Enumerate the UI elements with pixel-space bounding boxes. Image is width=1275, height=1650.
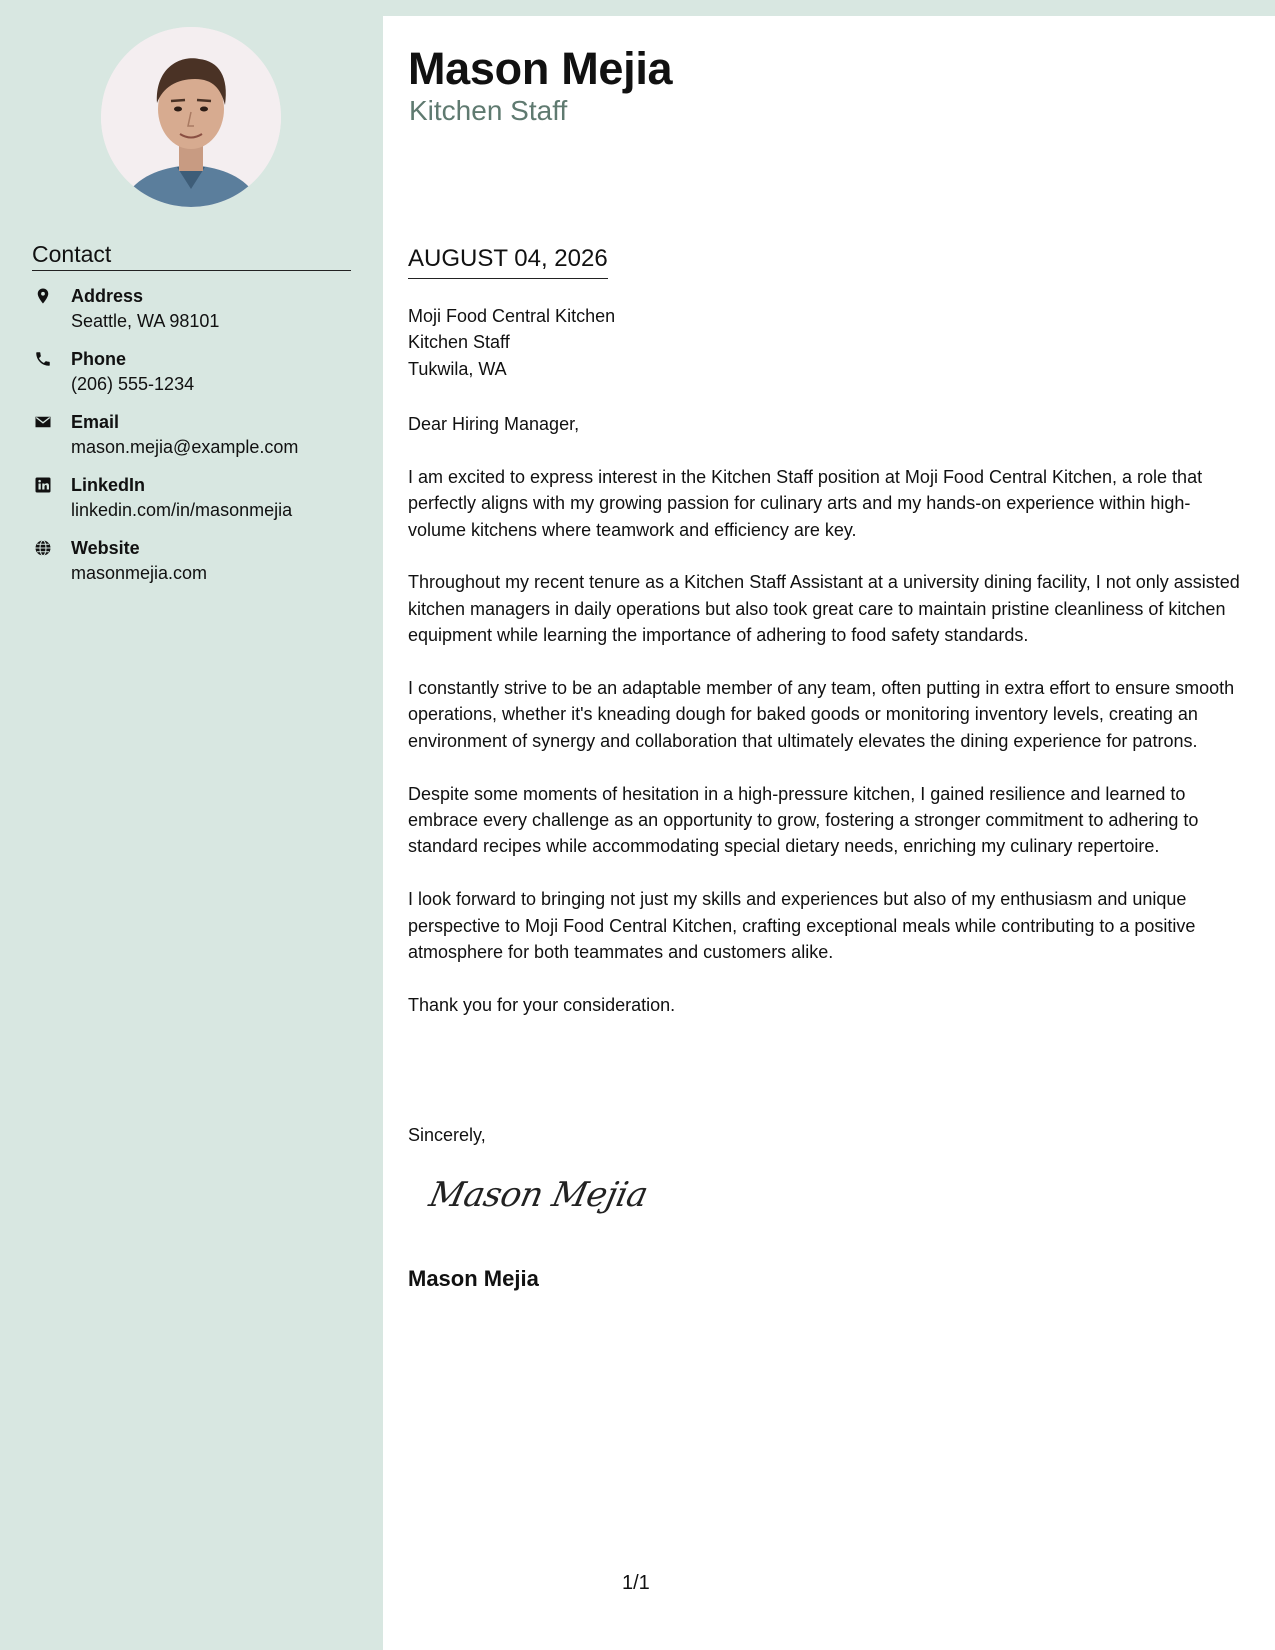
- recipient-position: Kitchen Staff: [408, 332, 510, 353]
- greeting: Dear Hiring Manager,: [408, 414, 580, 434]
- contact-heading: Contact: [32, 240, 351, 271]
- website-value[interactable]: masonmejia.com: [71, 563, 208, 583]
- contact-item-address: [32, 285, 362, 348]
- phone-icon: [34, 350, 52, 368]
- contact-item-linkedin: [32, 474, 362, 537]
- linkedin-icon: [34, 476, 52, 494]
- closing: Sincerely,: [408, 1125, 486, 1145]
- map-pin-icon: [34, 287, 52, 305]
- contact-label: Address: [71, 286, 144, 306]
- recipient-location: Tukwila, WA: [408, 358, 507, 379]
- contact-item-email: [32, 411, 362, 474]
- contact-label: Email: [71, 412, 120, 432]
- paragraph: Despite some moments of hesitation in a high-pressure kitchen, I gained resilience and learned to embrace every challenge as an opportunity to grow, fostering a stronger commitment to adhering to standard recipes while accommodating special dietary needs, enriching my culinary repertoire.: [408, 783, 1199, 857]
- phone-value[interactable]: (206) 555-1234: [71, 374, 195, 394]
- contact-label: LinkedIn: [71, 475, 146, 495]
- globe-icon: [34, 539, 52, 557]
- contact-list: [32, 285, 362, 600]
- contact-label: Phone: [71, 349, 127, 369]
- thanks-line: Thank you for your consideration.: [408, 994, 676, 1015]
- letter-content: [408, 411, 1243, 1045]
- envelope-icon: [34, 413, 52, 431]
- letter-date: AUGUST 04, 2026: [408, 244, 608, 279]
- page-number: 1/1: [622, 1572, 650, 1594]
- contact-item-website: [32, 537, 362, 600]
- applicant-role: Kitchen Staff: [409, 95, 568, 126]
- sidebar: [0, 0, 383, 1650]
- paragraph: I look forward to bringing not just my skills and experiences but also of my enthusiasm and unique perspective to Moji Food Central Kitchen, crafting exceptional meals while contributing to a positive atmosphere for both teammates and customers alike.: [408, 889, 1196, 963]
- signer-name: Mason Mejia: [408, 1266, 539, 1291]
- signature: Mason Mejia: [425, 1175, 652, 1215]
- email-value[interactable]: mason.mejia@example.com: [71, 437, 299, 457]
- contact-item-phone: [32, 348, 362, 411]
- applicant-name: Mason Mejia: [408, 43, 673, 94]
- profile-photo: [101, 27, 281, 207]
- linkedin-value[interactable]: linkedin.com/in/masonmejia: [71, 500, 293, 520]
- recipient-block: [408, 303, 615, 382]
- paragraph: I constantly strive to be an adaptable member of any team, often putting in extra effort to ensure smooth operations, whether it's kneading dough for baked goods or monitoring inventory levels, creating an environment of synergy and collaboration that ultimately elevates the dining experience for patrons.: [408, 678, 1235, 751]
- paragraph: Throughout my recent tenure as a Kitchen Staff Assistant at a university dining facility, I not only assisted kitchen managers in daily operations but also took great care to maintain pristine cleanliness of kitchen equipment while learning the importance of adhering to food safety standards.: [408, 572, 1240, 646]
- recipient-company: Moji Food Central Kitchen: [408, 306, 616, 326]
- contact-label: Website: [71, 538, 140, 558]
- paragraph: I am excited to express interest in the Kitchen Staff position at Moji Food Central Kitchen, a role that perfectly aligns with my growing passion for culinary arts and my hands-on experience within high-volume kitchens where teamwork and efficiency are key.: [408, 466, 1203, 540]
- address-value: Seattle, WA 98101: [71, 311, 220, 331]
